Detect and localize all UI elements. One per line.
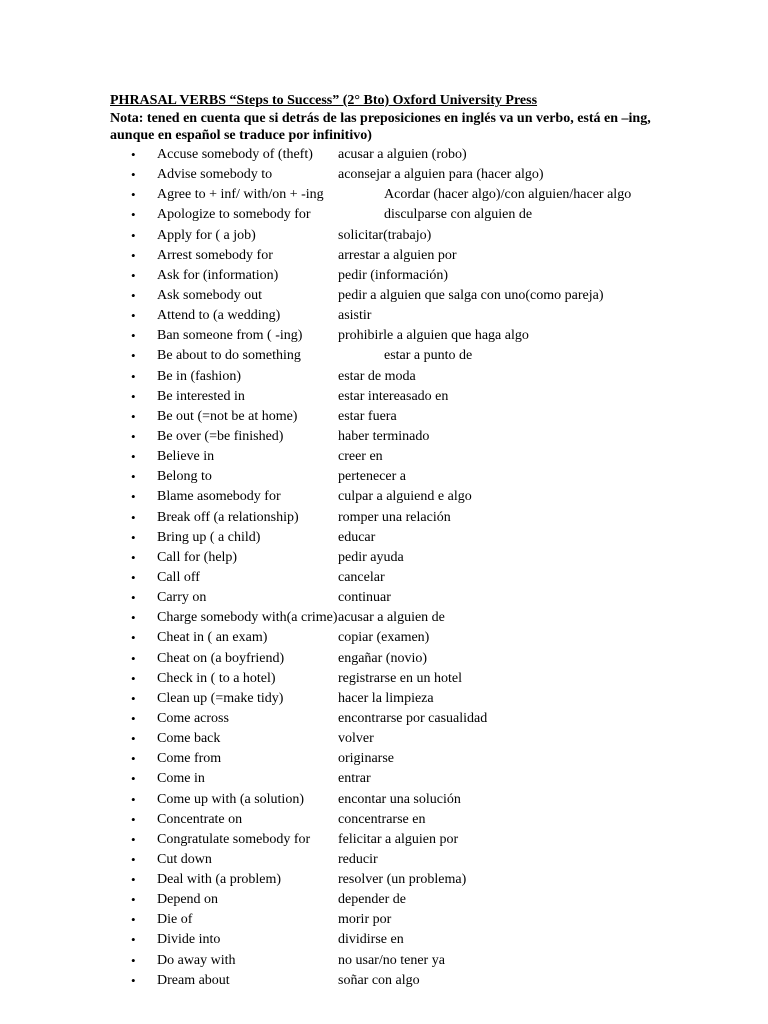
spanish-translation: acusar a alguien de	[338, 610, 445, 626]
bullet-icon: •	[131, 408, 136, 424]
bullet-icon: •	[131, 690, 136, 706]
list-item	[0, 568, 768, 588]
list-item	[0, 467, 768, 487]
bullet-icon: •	[131, 529, 136, 545]
bullet-icon: •	[131, 811, 136, 827]
spanish-translation: engañar (novio)	[338, 650, 428, 666]
list-item	[0, 729, 768, 749]
phrasal-verb: Apply for ( a job)	[157, 227, 256, 243]
bullet-icon: •	[131, 509, 136, 525]
spanish-translation: disculparse con alguien de	[384, 207, 533, 223]
phrasal-verb: Arrest somebody for	[157, 247, 273, 263]
spanish-translation: educar	[338, 529, 376, 545]
list-item	[0, 790, 768, 810]
bullet-icon: •	[131, 851, 136, 867]
list-item	[0, 387, 768, 407]
phrasal-verb: Bring up ( a child)	[157, 529, 261, 545]
phrasal-verb: Do away with	[157, 952, 236, 968]
bullet-icon: •	[131, 650, 136, 666]
bullet-icon: •	[131, 247, 136, 263]
bullet-icon: •	[131, 831, 136, 847]
phrasal-verb: Concentrate on	[157, 811, 243, 827]
spanish-translation: estar de moda	[338, 368, 416, 384]
phrasal-verb: Attend to (a wedding)	[157, 308, 281, 324]
note-paragraph: Nota: tened en cuenta que si detrás de las preposiciones en inglés va un verbo, está en –ing, aunque en español se traduce por infinitivo)	[110, 111, 651, 143]
spanish-translation: reducir	[338, 851, 378, 867]
bullet-icon: •	[131, 207, 136, 223]
list-item	[0, 367, 768, 387]
list-item	[0, 306, 768, 326]
spanish-translation: felicitar a alguien por	[338, 831, 459, 847]
list-item	[0, 407, 768, 427]
spanish-translation: registrarse en un hotel	[338, 670, 463, 686]
list-item	[0, 749, 768, 769]
list-item	[0, 971, 768, 991]
spanish-translation: asistir	[338, 308, 372, 324]
phrasal-verb: Be over (=be finished)	[157, 428, 284, 444]
list-item	[0, 649, 768, 669]
spanish-translation: culpar a alguiend e algo	[338, 489, 472, 505]
bullet-icon: •	[131, 368, 136, 384]
spanish-translation: volver	[338, 731, 374, 747]
bullet-icon: •	[131, 428, 136, 444]
spanish-translation: estar fuera	[338, 408, 397, 424]
phrasal-verb: Be about to do something	[157, 348, 301, 364]
bullet-icon: •	[131, 167, 136, 183]
list-item	[0, 508, 768, 528]
list-item	[0, 346, 768, 366]
spanish-translation: hacer la limpieza	[338, 690, 434, 706]
bullet-icon: •	[131, 892, 136, 908]
phrasal-verb: Call for (help)	[157, 549, 238, 565]
bullet-icon: •	[131, 569, 136, 585]
spanish-translation: no usar/no tener ya	[338, 952, 445, 968]
spanish-translation: encontar una solución	[338, 791, 461, 807]
spanish-translation: soñar con algo	[338, 972, 420, 988]
phrasal-verb: Carry on	[157, 590, 207, 606]
spanish-translation: arrestar a alguien por	[338, 247, 457, 263]
spanish-translation: encontrarse por casualidad	[338, 710, 488, 726]
list-item	[0, 910, 768, 930]
spanish-translation: prohibirle a alguien que haga algo	[338, 328, 529, 344]
phrasal-verb: Come in	[157, 771, 205, 787]
bullet-icon: •	[131, 630, 136, 646]
spanish-translation: pertenecer a	[338, 469, 406, 485]
spanish-translation: dividirse en	[338, 932, 404, 948]
list-item	[0, 205, 768, 225]
spanish-translation: Acordar (hacer algo)/con alguien/hacer algo	[384, 187, 632, 203]
spanish-translation: originarse	[338, 751, 394, 767]
spanish-translation: creer en	[338, 449, 383, 465]
list-item	[0, 528, 768, 548]
bullet-icon: •	[131, 670, 136, 686]
bullet-icon: •	[131, 388, 136, 404]
list-item	[0, 447, 768, 467]
phrasal-verb: Cheat on (a boyfriend)	[157, 650, 285, 666]
list-item	[0, 709, 768, 729]
phrasal-verb: Advise somebody to	[157, 167, 273, 183]
phrasal-verb: Be out (=not be at home)	[157, 408, 298, 424]
bullet-icon: •	[131, 549, 136, 565]
list-item	[0, 326, 768, 346]
list-item	[0, 427, 768, 447]
phrasal-verb: Call off	[157, 569, 200, 585]
bullet-icon: •	[131, 489, 136, 505]
phrasal-verb: Congratulate somebody for	[157, 831, 311, 847]
phrasal-verb: Ban someone from ( -ing)	[157, 328, 303, 344]
phrasal-verb: Be interested in	[157, 388, 245, 404]
phrasal-verb: Apologize to somebody for	[157, 207, 311, 223]
list-item	[0, 830, 768, 850]
bullet-icon: •	[131, 912, 136, 928]
bullet-icon: •	[131, 932, 136, 948]
spanish-translation: continuar	[338, 590, 391, 606]
bullet-icon: •	[131, 872, 136, 888]
list-item	[0, 548, 768, 568]
spanish-translation: pedir a alguien que salga con uno(como pareja)	[338, 287, 604, 303]
phrasal-verb: Accuse somebody of (theft)	[157, 147, 313, 162]
phrasal-verb: Believe in	[157, 449, 215, 465]
list-item	[0, 185, 768, 205]
phrasal-verb: Be in (fashion)	[157, 368, 241, 384]
list-item	[0, 870, 768, 890]
phrasal-verb: Die of	[157, 912, 193, 928]
bullet-icon: •	[131, 710, 136, 726]
bullet-icon: •	[131, 187, 136, 203]
spanish-translation: estar a punto de	[384, 348, 473, 364]
phrasal-verb: Check in ( to a hotel)	[157, 670, 276, 686]
phrasal-verb: Come across	[157, 710, 229, 726]
phrasal-verb: Divide into	[157, 932, 221, 948]
bullet-icon: •	[131, 590, 136, 606]
phrasal-verb: Dream about	[157, 972, 230, 988]
bullet-icon: •	[131, 449, 136, 465]
list-item	[0, 689, 768, 709]
phrasal-verb: Clean up (=make tidy)	[157, 690, 284, 706]
list-item	[0, 669, 768, 689]
bullet-icon: •	[131, 227, 136, 243]
list-item	[0, 487, 768, 507]
bullet-icon: •	[131, 469, 136, 485]
bullet-icon: •	[131, 731, 136, 747]
list-item	[0, 286, 768, 306]
bullet-icon: •	[131, 147, 136, 162]
phrasal-verb: Charge somebody with(a crime)	[157, 610, 338, 626]
spanish-translation: pedir (información)	[338, 267, 449, 283]
phrasal-verb: Come back	[157, 731, 221, 747]
list-item	[0, 145, 768, 165]
bullet-icon: •	[131, 267, 136, 283]
bullet-icon: •	[131, 610, 136, 626]
spanish-translation: entrar	[338, 771, 371, 787]
phrasal-verb: Come from	[157, 751, 222, 767]
bullet-icon: •	[131, 771, 136, 787]
phrasal-verb: Deal with (a problem)	[157, 872, 282, 888]
list-item	[0, 588, 768, 608]
bullet-icon: •	[131, 972, 136, 988]
list-item	[0, 165, 768, 185]
spanish-translation: resolver (un problema)	[338, 872, 467, 888]
phrasal-verb: Depend on	[157, 892, 219, 908]
bullet-icon: •	[131, 791, 136, 807]
list-item	[0, 246, 768, 266]
spanish-translation: solicitar(trabajo)	[338, 227, 432, 243]
page-title: PHRASAL VERBS “Steps to Success” (2° Bto) Oxford University Press	[110, 93, 538, 108]
list-item	[0, 951, 768, 971]
spanish-translation: pedir ayuda	[338, 549, 404, 565]
phrasal-verb: Come up with (a solution)	[157, 791, 304, 807]
list-item	[0, 930, 768, 950]
spanish-translation: haber terminado	[338, 428, 430, 444]
list-item	[0, 890, 768, 910]
spanish-translation: concentrarse en	[338, 811, 426, 827]
phrasal-verb: Agree to + inf/ with/on + -ing	[157, 187, 324, 203]
phrasal-verb: Break off (a relationship)	[157, 509, 299, 525]
bullet-icon: •	[131, 751, 136, 767]
spanish-translation: acusar a alguien (robo)	[338, 147, 467, 162]
phrasal-verb: Ask somebody out	[157, 287, 262, 303]
bullet-icon: •	[131, 348, 136, 364]
bullet-icon: •	[131, 328, 136, 344]
phrasal-verb: Ask for (information)	[157, 267, 279, 283]
bullet-icon: •	[131, 287, 136, 303]
spanish-translation: estar intereasado en	[338, 388, 449, 404]
list-item	[0, 850, 768, 870]
spanish-translation: morir por	[338, 912, 392, 928]
phrasal-verb-list	[0, 145, 768, 991]
list-item	[0, 266, 768, 286]
spanish-translation: copiar (examen)	[338, 630, 430, 646]
list-item	[0, 226, 768, 246]
list-item	[0, 810, 768, 830]
phrasal-verb: Cut down	[157, 851, 212, 867]
spanish-translation: romper una relación	[338, 509, 451, 525]
spanish-translation: aconsejar a alguien para (hacer algo)	[338, 167, 544, 183]
bullet-icon: •	[131, 952, 136, 968]
phrasal-verb: Blame asomebody for	[157, 489, 281, 505]
spanish-translation: cancelar	[338, 569, 385, 585]
phrasal-verb: Cheat in ( an exam)	[157, 630, 268, 646]
bullet-icon: •	[131, 308, 136, 324]
list-item	[0, 769, 768, 789]
phrasal-verb: Belong to	[157, 469, 212, 485]
spanish-translation: depender de	[338, 892, 407, 908]
list-item	[0, 628, 768, 648]
list-item	[0, 608, 768, 628]
